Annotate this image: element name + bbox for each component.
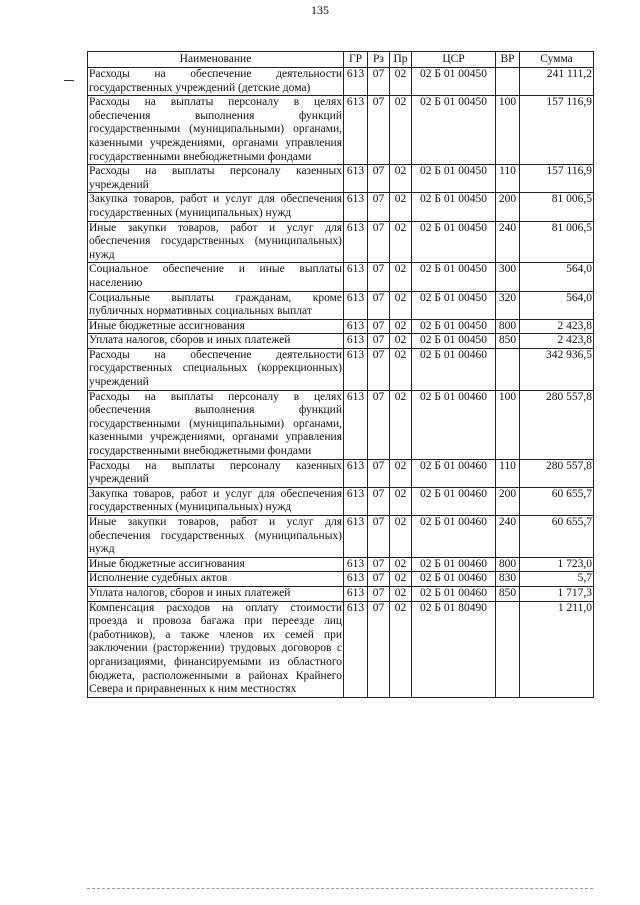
cell-gr: 613 bbox=[344, 334, 368, 349]
table-row bbox=[88, 334, 594, 349]
cell-pr: 02 bbox=[390, 193, 412, 221]
cell-pr: 02 bbox=[390, 348, 412, 390]
cell-rz: 07 bbox=[368, 263, 390, 291]
page-footer-line bbox=[87, 888, 593, 889]
table-row bbox=[88, 165, 594, 193]
cell-name: Исполнение судебных актов bbox=[88, 572, 344, 587]
cell-gr: 613 bbox=[344, 263, 368, 291]
cell-pr: 02 bbox=[390, 221, 412, 263]
cell-rz: 07 bbox=[368, 348, 390, 390]
cell-csr: 02 Б 01 00460 bbox=[412, 572, 496, 587]
cell-sum: 1 717,3 bbox=[520, 586, 594, 601]
cell-sum: 564,0 bbox=[520, 291, 594, 319]
cell-vr: 240 bbox=[496, 221, 520, 263]
table-row bbox=[88, 319, 594, 334]
table-row bbox=[88, 557, 594, 572]
cell-csr: 02 Б 01 00450 bbox=[412, 165, 496, 193]
cell-csr: 02 Б 01 00450 bbox=[412, 319, 496, 334]
cell-rz: 07 bbox=[368, 586, 390, 601]
cell-vr: 100 bbox=[496, 96, 520, 165]
cell-pr: 02 bbox=[390, 165, 412, 193]
cell-csr: 02 Б 01 00460 bbox=[412, 348, 496, 390]
cell-vr: 850 bbox=[496, 586, 520, 601]
table-row bbox=[88, 586, 594, 601]
cell-rz: 07 bbox=[368, 291, 390, 319]
cell-vr: 100 bbox=[496, 390, 520, 459]
cell-sum: 60 655,7 bbox=[520, 516, 594, 558]
cell-sum: 241 111,2 bbox=[520, 68, 594, 96]
cell-csr: 02 Б 01 00460 bbox=[412, 459, 496, 487]
cell-vr: 300 bbox=[496, 263, 520, 291]
cell-gr: 613 bbox=[344, 390, 368, 459]
table-body bbox=[88, 68, 594, 698]
cell-pr: 02 bbox=[390, 390, 412, 459]
cell-sum: 5,7 bbox=[520, 572, 594, 587]
cell-name: Закупка товаров, работ и услуг для обеспечения государственных (муниципальных) нужд bbox=[88, 487, 344, 515]
table-row bbox=[88, 459, 594, 487]
table-row bbox=[88, 263, 594, 291]
cell-rz: 07 bbox=[368, 193, 390, 221]
cell-gr: 613 bbox=[344, 601, 368, 697]
cell-csr: 02 Б 01 80490 bbox=[412, 601, 496, 697]
cell-vr bbox=[496, 601, 520, 697]
cell-vr: 830 bbox=[496, 572, 520, 587]
cell-gr: 613 bbox=[344, 319, 368, 334]
cell-pr: 02 bbox=[390, 68, 412, 96]
header-rz: Рз bbox=[368, 52, 390, 68]
cell-csr: 02 Б 01 00460 bbox=[412, 586, 496, 601]
cell-name: Закупка товаров, работ и услуг для обеспечения государственных (муниципальных) нужд bbox=[88, 193, 344, 221]
cell-name: Социальные выплаты гражданам, кроме публичных нормативных социальных выплат bbox=[88, 291, 344, 319]
cell-sum: 2 423,8 bbox=[520, 319, 594, 334]
cell-vr: 800 bbox=[496, 319, 520, 334]
cell-gr: 613 bbox=[344, 221, 368, 263]
cell-rz: 07 bbox=[368, 390, 390, 459]
cell-name: Социальное обеспечение и иные выплаты населению bbox=[88, 263, 344, 291]
header-pr: Пр bbox=[390, 52, 412, 68]
cell-pr: 02 bbox=[390, 263, 412, 291]
cell-gr: 613 bbox=[344, 557, 368, 572]
page-number: 135 bbox=[311, 3, 329, 17]
cell-name: Уплата налогов, сборов и иных платежей bbox=[88, 586, 344, 601]
cell-vr: 320 bbox=[496, 291, 520, 319]
cell-pr: 02 bbox=[390, 516, 412, 558]
cell-csr: 02 Б 01 00450 bbox=[412, 193, 496, 221]
table-header-row bbox=[88, 52, 594, 68]
cell-sum: 280 557,8 bbox=[520, 390, 594, 459]
cell-gr: 613 bbox=[344, 487, 368, 515]
cell-pr: 02 bbox=[390, 586, 412, 601]
cell-name: Расходы на обеспечение деятельности государственных учреждений (детские дома) bbox=[88, 68, 344, 96]
cell-gr: 613 bbox=[344, 193, 368, 221]
cell-rz: 07 bbox=[368, 221, 390, 263]
header-csr: ЦСР bbox=[412, 52, 496, 68]
cell-name: Иные закупки товаров, работ и услуг для обеспечения государственных (муниципальных) нужд bbox=[88, 516, 344, 558]
cell-sum: 342 936,5 bbox=[520, 348, 594, 390]
table-row bbox=[88, 68, 594, 96]
table-row bbox=[88, 516, 594, 558]
cell-csr: 02 Б 01 00460 bbox=[412, 516, 496, 558]
cell-csr: 02 Б 01 00450 bbox=[412, 68, 496, 96]
cell-vr: 850 bbox=[496, 334, 520, 349]
cell-pr: 02 bbox=[390, 334, 412, 349]
table-row bbox=[88, 601, 594, 697]
cell-vr: 110 bbox=[496, 459, 520, 487]
cell-name: Компенсация расходов на оплату стоимости проезда и провоза багажа при переезде лиц (работников), а также членов их семей при заключении (расторжении) трудовых договоров с организациями, финансируемыми из областного бюджета, расположенными в районах Крайнего Севера и приравненных к ним местностях bbox=[88, 601, 344, 697]
cell-rz: 07 bbox=[368, 459, 390, 487]
cell-vr: 110 bbox=[496, 165, 520, 193]
cell-name: Расходы на обеспечение деятельности государственных специальных (коррекционных) учреждений bbox=[88, 348, 344, 390]
cell-pr: 02 bbox=[390, 601, 412, 697]
cell-vr: 240 bbox=[496, 516, 520, 558]
table-row bbox=[88, 487, 594, 515]
cell-gr: 613 bbox=[344, 516, 368, 558]
cell-csr: 02 Б 01 00460 bbox=[412, 557, 496, 572]
cell-name: Расходы на выплаты персоналу в целях обеспечения выполнения функций государственными (муниципальными) органами, казенными учреждениями, органами управления государственными внебюджетными фондами bbox=[88, 96, 344, 165]
cell-csr: 02 Б 01 00460 bbox=[412, 487, 496, 515]
cell-sum: 564,0 bbox=[520, 263, 594, 291]
cell-gr: 613 bbox=[344, 459, 368, 487]
cell-csr: 02 Б 01 00450 bbox=[412, 334, 496, 349]
header-name: Наименование bbox=[88, 52, 344, 68]
cell-rz: 07 bbox=[368, 334, 390, 349]
cell-name: Расходы на выплаты персоналу в целях обеспечения выполнения функций государственными (муниципальными) органами, казенными учреждениями, органами управления государственными внебюджетными фондами bbox=[88, 390, 344, 459]
cell-vr: 800 bbox=[496, 557, 520, 572]
cell-vr: 200 bbox=[496, 487, 520, 515]
cell-gr: 613 bbox=[344, 96, 368, 165]
cell-sum: 2 423,8 bbox=[520, 334, 594, 349]
cell-sum: 60 655,7 bbox=[520, 487, 594, 515]
cell-pr: 02 bbox=[390, 96, 412, 165]
cell-sum: 1 211,0 bbox=[520, 601, 594, 697]
cell-csr: 02 Б 01 00450 bbox=[412, 96, 496, 165]
cell-vr bbox=[496, 68, 520, 96]
header-sum: Сумма bbox=[520, 52, 594, 68]
table-row bbox=[88, 291, 594, 319]
cell-rz: 07 bbox=[368, 487, 390, 515]
cell-csr: 02 Б 01 00450 bbox=[412, 221, 496, 263]
cell-gr: 613 bbox=[344, 165, 368, 193]
cell-rz: 07 bbox=[368, 601, 390, 697]
cell-vr: 200 bbox=[496, 193, 520, 221]
table-row bbox=[88, 221, 594, 263]
cell-name: Иные бюджетные ассигнования bbox=[88, 557, 344, 572]
cell-pr: 02 bbox=[390, 319, 412, 334]
margin-mark bbox=[64, 80, 74, 81]
cell-gr: 613 bbox=[344, 68, 368, 96]
cell-sum: 81 006,5 bbox=[520, 221, 594, 263]
cell-gr: 613 bbox=[344, 586, 368, 601]
cell-name: Расходы на выплаты персоналу казенных учреждений bbox=[88, 459, 344, 487]
cell-rz: 07 bbox=[368, 96, 390, 165]
table-row bbox=[88, 96, 594, 165]
cell-pr: 02 bbox=[390, 572, 412, 587]
cell-pr: 02 bbox=[390, 291, 412, 319]
table-row bbox=[88, 193, 594, 221]
cell-rz: 07 bbox=[368, 572, 390, 587]
cell-rz: 07 bbox=[368, 319, 390, 334]
cell-pr: 02 bbox=[390, 459, 412, 487]
cell-gr: 613 bbox=[344, 572, 368, 587]
cell-gr: 613 bbox=[344, 291, 368, 319]
cell-pr: 02 bbox=[390, 487, 412, 515]
cell-name: Иные закупки товаров, работ и услуг для обеспечения государственных (муниципальных) нужд bbox=[88, 221, 344, 263]
cell-pr: 02 bbox=[390, 557, 412, 572]
cell-name: Уплата налогов, сборов и иных платежей bbox=[88, 334, 344, 349]
cell-name: Расходы на выплаты персоналу казенных учреждений bbox=[88, 165, 344, 193]
table-row bbox=[88, 572, 594, 587]
table-row bbox=[88, 390, 594, 459]
cell-sum: 157 116,9 bbox=[520, 165, 594, 193]
cell-name: Иные бюджетные ассигнования bbox=[88, 319, 344, 334]
cell-rz: 07 bbox=[368, 68, 390, 96]
cell-sum: 280 557,8 bbox=[520, 459, 594, 487]
header-gr: ГР bbox=[344, 52, 368, 68]
cell-rz: 07 bbox=[368, 165, 390, 193]
cell-csr: 02 Б 01 00450 bbox=[412, 291, 496, 319]
cell-vr bbox=[496, 348, 520, 390]
cell-sum: 157 116,9 bbox=[520, 96, 594, 165]
cell-sum: 81 006,5 bbox=[520, 193, 594, 221]
cell-gr: 613 bbox=[344, 348, 368, 390]
cell-csr: 02 Б 01 00460 bbox=[412, 390, 496, 459]
cell-sum: 1 723,0 bbox=[520, 557, 594, 572]
budget-table bbox=[87, 51, 594, 698]
cell-csr: 02 Б 01 00450 bbox=[412, 263, 496, 291]
header-vr: ВР bbox=[496, 52, 520, 68]
cell-rz: 07 bbox=[368, 516, 390, 558]
cell-rz: 07 bbox=[368, 557, 390, 572]
table-row bbox=[88, 348, 594, 390]
